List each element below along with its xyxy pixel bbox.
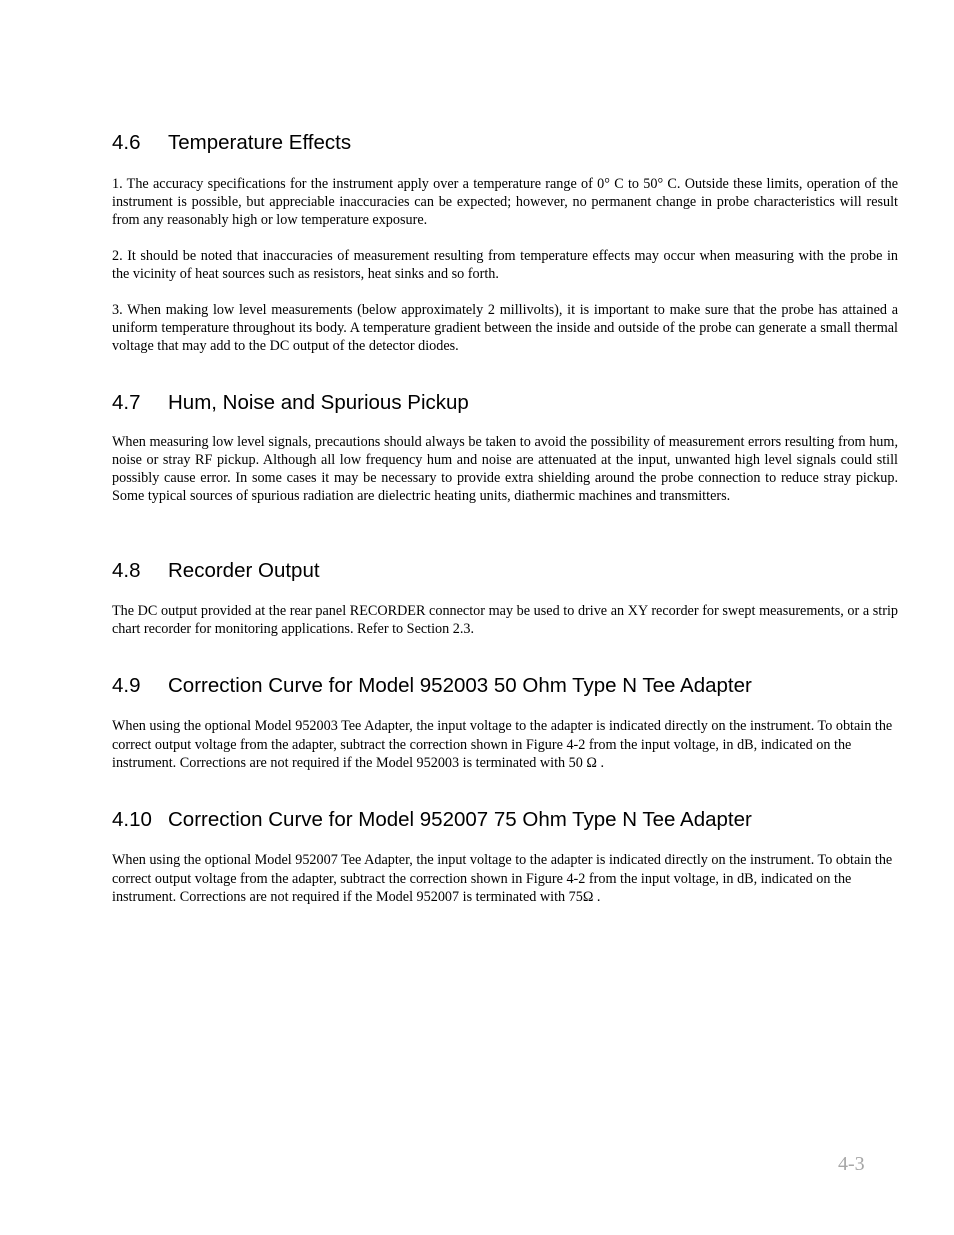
paragraph: 1. The accuracy specifications for the instrument apply over a temperature range of 0° C to 50° C. Outside these limits, operation of the instrument is possible, but appreciable inaccuracies can be expected; however, no permanent change in probe characteristics will result from any reasonably high or low temperature exposure. [112,176,898,228]
section-title: Recorder Output [168,559,320,582]
section-heading [112,391,898,415]
section-temperature-effects [112,131,898,355]
section-hum-noise-spurious-pickup [112,391,898,505]
paragraph: 2. It should be noted that inaccuracies of measurement resulting from temperature effects may occur when measuring with the probe in the vicinity of heat sources such as resistors, heat sinks and so forth. [112,248,898,282]
page-number: 4-3 [838,1153,865,1175]
section-number: 4.8 [112,559,141,582]
section-heading [112,808,898,832]
paragraph: When measuring low level signals, precautions should always be taken to avoid the possibility of measurement errors resulting from hum, noise or stray RF pickup. Although all low frequency hum and noise are attenuated at the input, unwanted high level signals could still possibly cause error. In some cases it may be necessary to provide extra shielding around the probe connection to reduce stray pickup. Some typical sources of spurious radiation are dielectric heating units, diathermic machines and transmitters. [112,434,898,504]
section-title: Hum, Noise and Spurious Pickup [168,391,469,414]
section-number: 4.6 [112,131,141,154]
section-title: Correction Curve for Model 952003 50 Ohm Type N Tee Adapter [168,674,752,697]
section-heading [112,131,898,155]
section-heading [112,674,898,698]
section-correction-curve-952003 [112,674,898,773]
section-correction-curve-952007 [112,808,898,907]
paragraph: When using the optional Model 952003 Tee Adapter, the input voltage to the adapter is indicated directly on the instrument. To obtain the correct output voltage from the adapter, subtract the correction shown in Figure 4-2 from the input voltage, in dB, indicated on the instrument. Corrections are not required if the Model 952003 is terminated with 50 Ω . [112,718,893,771]
section-title: Correction Curve for Model 952007 75 Ohm Type N Tee Adapter [168,808,752,831]
section-number: 4.10 [112,808,152,831]
section-heading [112,559,898,583]
paragraph: The DC output provided at the rear panel RECORDER connector may be used to drive an XY recorder for swept measurements, or a strip chart recorder for monitoring applications. Refer to Section 2.3. [112,603,898,637]
paragraph: When using the optional Model 952007 Tee Adapter, the input voltage to the adapter is indicated directly on the instrument. To obtain the correct output voltage from the adapter, subtract the correction shown in Figure 4-2 from the input voltage, in dB, indicated on the instrument. Corrections are not required if the Model 952007 is terminated with 75Ω . [112,852,893,905]
section-title: Temperature Effects [168,131,352,154]
section-number: 4.7 [112,391,141,414]
section-number: 4.9 [112,674,141,697]
paragraph: 3. When making low level measurements (below approximately 2 millivolts), it is important to make sure that the probe has attained a uniform temperature throughout its body. A temperature gradient between the inside and outside of the probe can generate a small thermal voltage that may add to the DC output of the detector diodes. [112,302,898,354]
section-recorder-output [112,559,898,638]
